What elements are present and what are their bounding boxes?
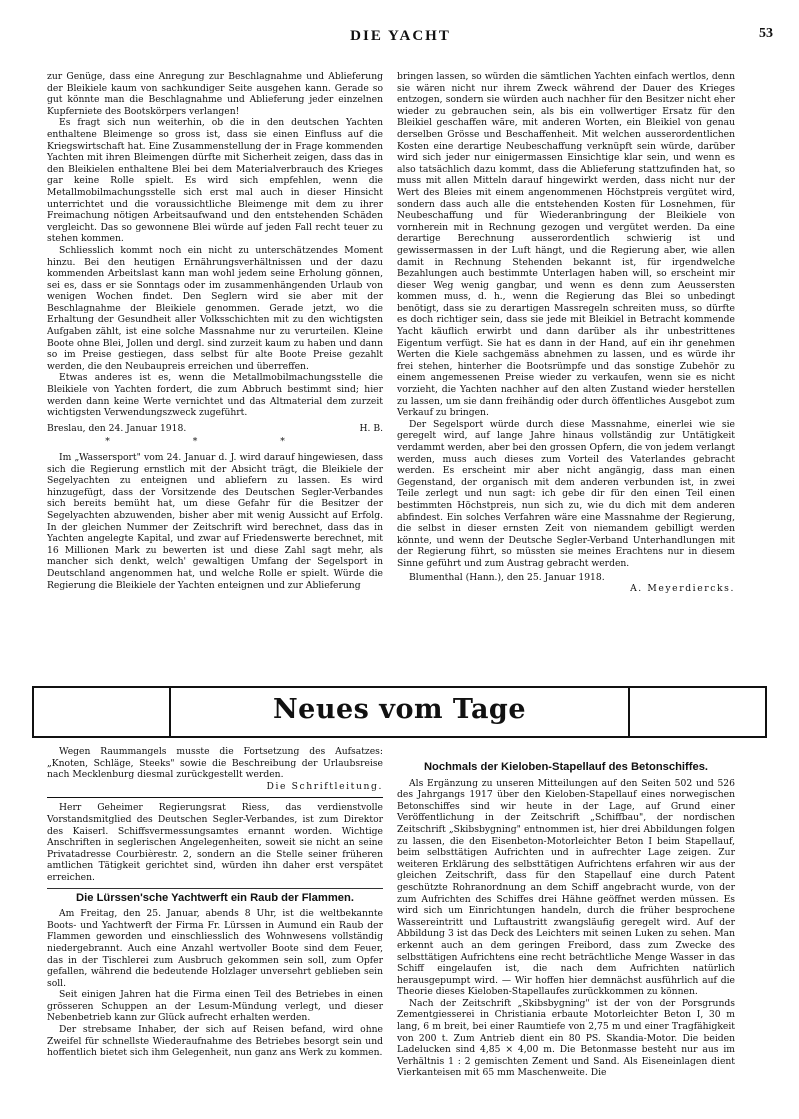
page-number: 53 [759, 26, 773, 41]
right-bottom-column [397, 746, 735, 1106]
paragraph: Schliesslich kommt noch ein nicht zu unterschätzendes Moment hinzu. Bei den heutigen Ernährungsverhältnissen und der dazu kommenden Arbeitslast kann man wohl jedem seine Erholung gönnen, sei es, dass er sie Sonntags oder im zusammenhängenden Urlaub von wenigen Wochen findet. Den Seglern wird sie aber mit der Beschlagnahme der Bleikiele genommen. Gerade jetzt, wo die Erhaltung der Gesundheit aller Volksschichten mit zu den wichtigsten Aufgaben zählt, ist eine solche Massnahme nur zu verurteilen. Kleine Boote ohne Blei, Jollen und dergl. sind zurzeit kaum zu haben und dann so im Preise gestiegen, dass selbst für alte Boote Preise gezahlt werden, die den Neubaupreis erreichen und überreffen. [47, 244, 383, 372]
signature-place-date: Breslau, den 24. Januar 1918. [47, 422, 187, 434]
signature-name: A. Meyerdiercks. [630, 583, 735, 595]
paragraph: zur Genüge, dass eine Anregung zur Beschlagnahme und Ablieferung der Bleikiele kaum von sachkundiger Seite ausgehen kann. Gerade so gut könnte man die Beschlagnahme und Ablieferung jeder einzelnen Kupferniete des Bootskörpers verlangen! [47, 71, 383, 117]
page-header [28, 20, 773, 52]
editor-signature: Die Schriftleitung. [266, 780, 383, 792]
article-heading: Nochmals der Kieloben-Stapellauf des Betonschiffes. [423, 761, 709, 773]
signature-place-date: Blumenthal (Hann.), den 25. Januar 1918. [409, 571, 605, 583]
paragraph: Am Freitag, den 25. Januar, abends 8 Uhr, ist die weltbekannte Boots- und Yachtwerft der Firma Fr. Lürssen in Aumund ein Raub der Flammen geworden und einschliesslich des Wohnwesens vollständig niedergebrannt. Auch eine Anzahl wertvoller Boote sind dem Feuer, das in der Tischlerei zum Ausbruch gekommen sein soll, zum Opfer gefallen, während die bedeutende Holzlager unversehrt geblieben sein soll. [47, 908, 383, 989]
journal-title: DIE YACHT [350, 28, 451, 44]
section-separator: * * * [105, 436, 325, 448]
section-title: Neues vom Tage [273, 694, 526, 725]
paragraph: Der strebsame Inhaber, der sich auf Reisen befand, wird ohne Zweifel für schnellste Wiederaufnahme des Betriebes besorgt sein und hoffentlich bietet sich ihm Gelegenheit, nun ganz ans Werk zu kommen. [47, 1024, 383, 1059]
paragraph: Im „Wassersport" vom 24. Januar d. J. wird darauf hingewiesen, dass sich die Regierung ernstlich mit der Absicht trägt, die Bleikiele der Segelyachten zu enteignen und abliefern zu lassen. Es wird hinzugefügt, dass der Vorsitzende des Deutschen Segler-Verbandes sich bereits bemüht hat, um diese Gefahr für die Besitzer der Segelyachten abzuwenden, bisher aber mit wenig Aussicht auf Erfolg. In der gleichen Nummer der Zeitschrift wird berechnet, dass das in Yachten angelegte Kapital, und zwar auf Friedenswerte berechnet, mit 16 Millionen Mark zu bewerten ist und diese Zahl sagt mehr, als mancher sich denkt, welch' gewaltigen Umfang der Segelsport in Deutschland angenommen hat, und welche Rolle er spielt. Würde die Regierung die Bleikiele der Yachten enteignen und zur Ablieferung [47, 452, 383, 591]
paragraph: Es fragt sich nun weiterhin, ob die in den deutschen Yachten enthaltene Bleimenge so gross ist, dass sie einen Einfluss auf die Kriegswirtschaft hat. Eine Zusammenstellung der in Frage kommenden Yachten mit ihren Bleimengen dürfte mit Sicherheit zeigen, dass das in den Bleikielen enthaltene Blei bei dem Materialverbrauch des Krieges gar keine Rolle spielt. Es wird sich empfehlen, wenn die Metallmobilmachungsstelle sich erst mal auch in dieser Hinsicht unterrichtet und die voraussichtliche Bleimenge mit dem zu ihrer Freimachung nötigen Arbeitsaufwand und den entstehenden Schäden vergleicht. Das so gewonnene Blei würde auf jeden Fall recht teuer zu stehen kommen. [47, 117, 383, 245]
divider [47, 888, 383, 889]
banner-frame [169, 686, 630, 738]
paragraph: Nach der Zeitschrift „Skibsbygning" ist der von der Porsgrunds Zementgiesserei in Christiania erbaute Motorleichter Beton I, 30 m lang, 6 m breit, bei einer Raumtiefe von 2,75 m und einer Tragfähigkeit von 200 t. Zum Antrieb dient ein 80 PS. Skandia-Motor. Die beiden Ladelucken sind 4,85 × 4,00 m. Die Betonmasse besteht nur aus im Verhältnis 1 : 2 gemischten Zement und Sand. Als Eiseneinlagen dient Vierkanteisen mit 65 mm Maschenweite. Die [397, 997, 735, 1079]
news-item: Herr Geheimer Regierungsrat Riess, das verdienstvolle Vorstandsmitglied des Deutschen Segler-Verbandes, ist zum Direktor des Kaiserl. Schiffsvermessungsamtes ernannt worden. Wichtige Anschriften in seglerischen Angelegenheiten, soweit sie nicht an seine Privatadresse Courbièrestr. 2, sondern an die Stelle seiner früheren amtlichen Tätigkeit gerichtet sind, würden ihn daher erst verspätet erreichen. [47, 802, 383, 883]
right-top-column [397, 71, 735, 679]
divider [47, 797, 383, 798]
paragraph: Etwas anderes ist es, wenn die Metallmobilmachungsstelle die Bleikiele von Yachten fordert, die zum Abbruch bestimmt sind; hier werden dann keine Werte vernichtet und das Altmaterial dem zurzeit wichtigsten Verwendungszweck zugeführt. [47, 372, 383, 419]
paragraph: Der Segelsport würde durch diese Massnahme, einerlei wie sie geregelt wird, auf lange Jahre hinaus vollständig zur Untätigkeit verdammt werden, aber bei den grossen Opfern, die von jedem verlangt werden, muss auch dieses zum Vorteil des Vaterlandes gebracht werden. Es erscheint mir aber nicht angängig, dass man einen Gegenstand, der organisch mit dem anderen verbunden ist, in zwei Teile zerlegt und nun sagt: ich gebe dir für den einen Teil einen bestimmten Höchstpreis, nun sich zu, wie du dich mit dem anderen abfindest. Ein solches Verfahren wäre eine Massnahme der Regierung, die selbst in dieser ernsten Zeit von niemandem gebilligt werden könnte, und wenn der Deutsche Segler-Verband Unterhandlungen mit der Regierung führt, so müssten sie meines Erachtens nur in diesem Sinne geführt und zum Austrag gebracht werden. [397, 418, 735, 569]
left-bottom-column [47, 746, 383, 1106]
left-top-column [47, 71, 383, 679]
signature-initials: H. B. [359, 422, 383, 434]
article-heading: Die Lürssen'sche Yachtwerft ein Raub der Flammen. [76, 891, 354, 904]
paragraph: Als Ergänzung zu unseren Mitteilungen auf den Seiten 502 und 526 des Jahrgangs 1917 über den Kieloben-Stapellauf eines norwegischen Betonschiffes sind wir heute in der Lage, auf Grund einer Veröffentlichung in der Zeitschrift „Schiffbau", der nordischen Zeitschrift „Skibsbygning" entnommen ist, hier drei Abbildungen folgen zu lassen, die den Eisenbeton-Motorleichter Beton I beim Stapellauf, beim selbsttätigen Aufrichten und in aufrechter Lage zeigen. Zur weiteren Erklärung des selbsttätigen Aufrichtens erfahren wir aus der gleichen Zeitschrift, dass für den Stapellauf eine durch Patent geschützte Rohranordnung an dem Schiff angebracht wurde, von der zum Aufrichten des Schiffes drei Hähne geöffnet werden müssen. Es wird sich um Einrichtungen handeln, durch die früher besprochene Wassereintritt und Luftaustritt zwangsläufig geregelt wird. Auf der Abbildung 3 ist das Deck des Leichters mit seinen Luken zu sehen. Man erkennt auch an dem geringen Freibord, dass zum Zwecke des selbsttätigen Aufrichtens eine recht beträchtliche Menge Wasser in das Schiff eingelaufen ist, die nach dem Aufrichten natürlich herausgepumpt wird. — Wir hoffen hier demnächst ausführlich auf die Theorie dieses Kieloben-Stapellaufes zurückkommen zu können. [397, 777, 735, 998]
signature-line [47, 423, 383, 435]
paragraph: bringen lassen, so würden die sämtlichen Yachten einfach wertlos, denn sie wären nicht nur ihrem Zweck während der Dauer des Krieges entzogen, sondern sie würden auch nachher für den Besitzer nicht eher wieder zu gebrauchen sein, als bis ein vollwertiger Ersatz für den Bleikiel geschaffen wäre, mit anderen Worten, ein Bleikiel von genau derselben Grösse und Beschaffenheit. Mit welchen ausserordentlichen Kosten eine derartige Neubeschaffung verknüpft sein würde, darüber wird sich jeder nur einigermassen Einsichtige klar sein, und wenn es also tatsächlich dazu kommt, dass die Ablieferung stattzufinden hat, so muss mit allen Mitteln darauf hingewirkt werden, dass nicht nur der Wert des Bleies mit einem angenommenen Höchstpreis vergütet wird, sondern dass auch alle die entstehenden Kosten für Losnehmen, für Neubeschaffung und für Wiederanbringung der Bleikiele von vornherein mit in Rechnung gezogen und vergütet werden. Da eine derartige Berechnung ausserordentlich schwierig ist und gewissermassen in der Luft hängt, und die Regierung aber, wie allen damit in Rechnung Stehenden bekannt ist, für irgendwelche Bezahlungen auch bestimmte Unterlagen haben will, so erscheint mir dieser Weg wenig gangbar, und wenn es denn zum Aeussersten kommen muss, d. h., wenn die Regierung das Blei so unbedingt benötigt, dass sie zu derartigen Massregeln schreiten muss, so dürfte es doch richtiger sein, dass sie jede mit Bleikiel in Betracht kommende Yacht käuflich erwirbt und dann darüber als ihr unbestrittenes Eigentum verfügt. Sie hat es dann in der Hand, auf ein ihr genehmen Werten die Kiele sachgemäss abnehmen zu lassen, und es würde ihr frei stehen, hinterher die Bootsrümpfe und das sonstige Zubehör zu einem angemessenen Preise wieder zu verkaufen, wenn sie es nicht vorzieht, die Yachten nachher auf den alten Zustand wieder herstellen zu lassen, um sie dann freihändig oder durch öffentliches Ausgebot zum Verkauf zu bringen. [397, 71, 735, 419]
editor-notice: Wegen Raummangels musste die Fortsetzung des Aufsatzes: „Knoten, Schläge, Steeks" sowie die Beschreibung der Urlaubsreise nach Mecklenburg diesmal zurückgestellt werden. [47, 746, 383, 781]
paragraph: Seit einigen Jahren hat die Firma einen Teil des Betriebes in einen grösseren Schuppen an der Lesum-Mündung verlegt, und dieser Nebenbetrieb kann zur Glück aufrecht erhalten werden. [47, 989, 383, 1024]
section-banner [32, 686, 767, 738]
